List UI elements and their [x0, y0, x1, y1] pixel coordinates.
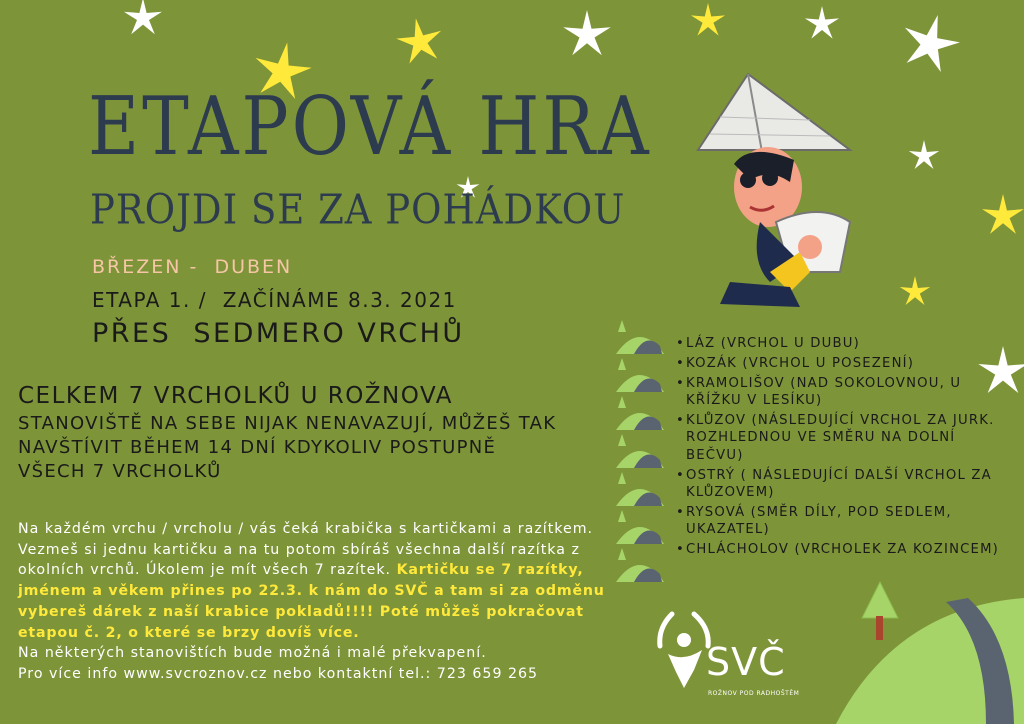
star-icon — [896, 8, 965, 75]
peak-markers-column — [612, 318, 672, 598]
info-paragraph — [18, 519, 618, 685]
route-title: PŘES SEDMERO VRCHŮ — [92, 318, 465, 349]
star-icon — [393, 14, 445, 65]
hill-with-path-icon — [614, 548, 666, 582]
star-icon — [909, 140, 939, 169]
info-intro: Na každém vrchu / vrcholu / vás čeká krabička s kartičkami a razítkem. Vezmeš si jednu kartičku a na tu potom sbíráš všechna další razítka z okolních vrchů. Úkolem je mít všech 7 razítek. — [18, 521, 594, 579]
list-item: • KOZÁK (VRCHOL U POSEZENÍ) — [676, 355, 1006, 373]
star-icon — [124, 0, 162, 34]
list-item: • RYSOVÁ (SMĚR DÍLY, POD SEDLEM, UKAZATEL) — [676, 504, 1006, 539]
list-item: • CHLÁCHOLOV (VRCHOLEK ZA KOZINCEM) — [676, 541, 1006, 559]
star-icon — [691, 3, 725, 36]
hill-with-path-icon — [614, 472, 666, 506]
page-subtitle: PROJDI SE ZA POHÁDKOU — [90, 186, 626, 234]
stage-label: ETAPA 1. / ZAČÍNÁME 8.3. 2021 — [92, 288, 457, 312]
svc-logo — [650, 610, 820, 710]
list-item: • KRAMOLIŠOV (NAD SOKOLOVNOU, U KŘÍŽKU V LESÍKU) — [676, 375, 1006, 410]
star-icon — [563, 10, 611, 55]
summary-heading: CELKEM 7 VRCHOLKŮ U ROŽNOVA — [18, 383, 453, 409]
peaks-list — [676, 335, 1006, 561]
logo-tagline: ROŽNOV POD RADHOŠTĚM — [708, 690, 800, 697]
hill-with-path-icon — [614, 396, 666, 430]
months-label: BŘEZEN - DUBEN — [92, 256, 293, 278]
star-icon — [982, 194, 1024, 234]
list-item: • OSTRÝ ( NÁSLEDUJÍCÍ DALŠÍ VRCHOL ZA KLŮZOVEM) — [676, 467, 1006, 502]
info-contact: Pro více info www.svcroznov.cz nebo kontaktní tel.: 723 659 265 — [18, 665, 539, 682]
star-icon — [900, 276, 930, 305]
hill-with-path-icon — [614, 320, 666, 354]
logo-text: SVČ — [706, 640, 786, 684]
hill-with-path-icon — [614, 358, 666, 392]
page-title: ETAPOVÁ HRA — [88, 79, 652, 174]
info-highlight: Kartičku se 7 razítky, jménem a věkem přines po 22.3. k nám do SVČ a tam si za odměnu vybereš dárek z naší krabice pokladů!!!! Poté můžeš pokračovat etapou č. 2, o které se brzy dovíš více. — [18, 562, 605, 641]
info-surprise: Na některých stanovištích bude možná i malé překvapení. — [18, 645, 487, 662]
hill-with-path-icon — [614, 434, 666, 468]
star-icon — [805, 6, 839, 39]
summary-text: STANOVIŠTĚ NA SEBE NIJAK NENAVAZUJÍ, MŮŽEŠ TAK NAVŠTÍVIT BĚHEM 14 DNÍ KDYKOLIV POSTUPNĚ VŠECH 7 VRCHOLKŮ — [18, 413, 557, 482]
hill-with-path-icon — [614, 510, 666, 544]
list-item: • LÁZ (VRCHOL U DUBU) — [676, 335, 1006, 353]
list-item: • KLŮZOV (NÁSLEDUJÍCÍ VRCHOL ZA JURK. ROZHLEDNOU VE SMĚRU NA DOLNÍ BEČVU) — [676, 412, 1006, 465]
paper-hat-boy-illustration — [690, 72, 890, 312]
corner-hill-illustration — [836, 578, 1024, 724]
